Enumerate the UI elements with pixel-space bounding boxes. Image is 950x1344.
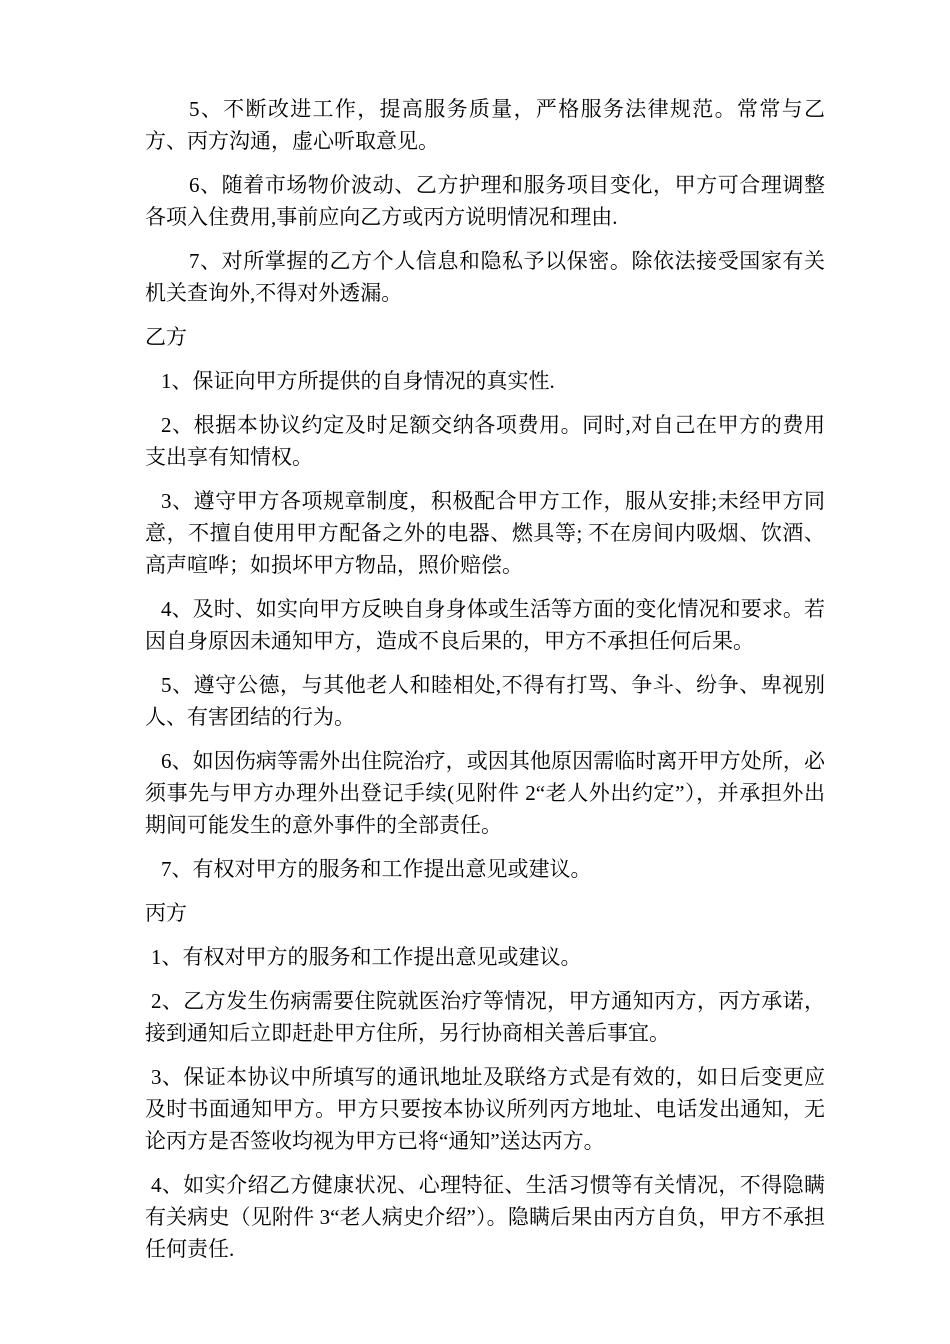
- party-c-clause-4: 4、如实介绍乙方健康状况、心理特征、生活习惯等有关情况，不得隐瞒有关病史（见附件 3“老人病史介绍”）。隐瞒后果由丙方自负，甲方不承担任何责任.: [145, 1173, 825, 1261]
- party-b-clause-7: 7、有权对甲方的服务和工作提出意见或建议。: [161, 857, 592, 881]
- party-b-clause-1: 1、保证向甲方所提供的自身情况的真实性.: [161, 369, 555, 393]
- party-a-clause-7: 7、对所掌握的乙方个人信息和隐私予以保密。除依法接受国家有关机关查询外,不得对外透漏。: [145, 249, 825, 305]
- party-c-clause-2: 2、乙方发生伤病需要住院就医治疗等情况，甲方通知丙方，丙方承诺，接到通知后立即赶赴甲方住所，另行协商相关善后事宜。: [145, 989, 825, 1045]
- party-b-clause-4: 4、及时、如实向甲方反映自身身体或生活等方面的变化情况和要求。若因自身原因未通知甲方，造成不良后果的，甲方不承担任何后果。: [145, 597, 825, 653]
- party-b-clause-3: 3、遵守甲方各项规章制度，积极配合甲方工作，服从安排;未经甲方同意，不擅自使用甲方配备之外的电器、燃具等; 不在房间内吸烟、饮酒、高声喧哗；如损坏甲方物品，照价赔偿。: [145, 489, 825, 577]
- party-c-heading: 丙方: [145, 901, 187, 925]
- document-body: [145, 93, 825, 1277]
- party-b-clause-2: 2、根据本协议约定及时足额交纳各项费用。同时,对自己在甲方的费用支出享有知情权。: [145, 413, 825, 469]
- party-c-clause-3: 3、保证本协议中所填写的通讯地址及联络方式是有效的，如日后变更应及时书面通知甲方。甲方只要按本协议所列丙方地址、电话发出通知，无论丙方是否签收均视为甲方已将“通知”送达丙方。: [145, 1065, 825, 1153]
- party-b-heading: 乙方: [145, 325, 187, 349]
- party-c-clause-1: 1、有权对甲方的服务和工作提出意见或建议。: [151, 945, 582, 969]
- party-a-clause-5: 5、不断改进工作，提高服务质量，严格服务法律规范。常常与乙方、丙方沟通，虚心听取意见。: [145, 97, 825, 153]
- party-a-clause-6: 6、随着市场物价波动、乙方护理和服务项目变化，甲方可合理调整各项入住费用,事前应向乙方或丙方说明情况和理由.: [145, 173, 825, 229]
- party-b-clause-6: 6、如因伤病等需外出住院治疗，或因其他原因需临时离开甲方处所，必须事先与甲方办理外出登记手续(见附件 2“老人外出约定”），并承担外出期间可能发生的意外事件的全部责任。: [145, 749, 825, 837]
- party-b-clause-5: 5、遵守公德，与其他老人和睦相处,不得有打骂、争斗、纷争、卑视别人、有害团结的行为。: [145, 673, 825, 729]
